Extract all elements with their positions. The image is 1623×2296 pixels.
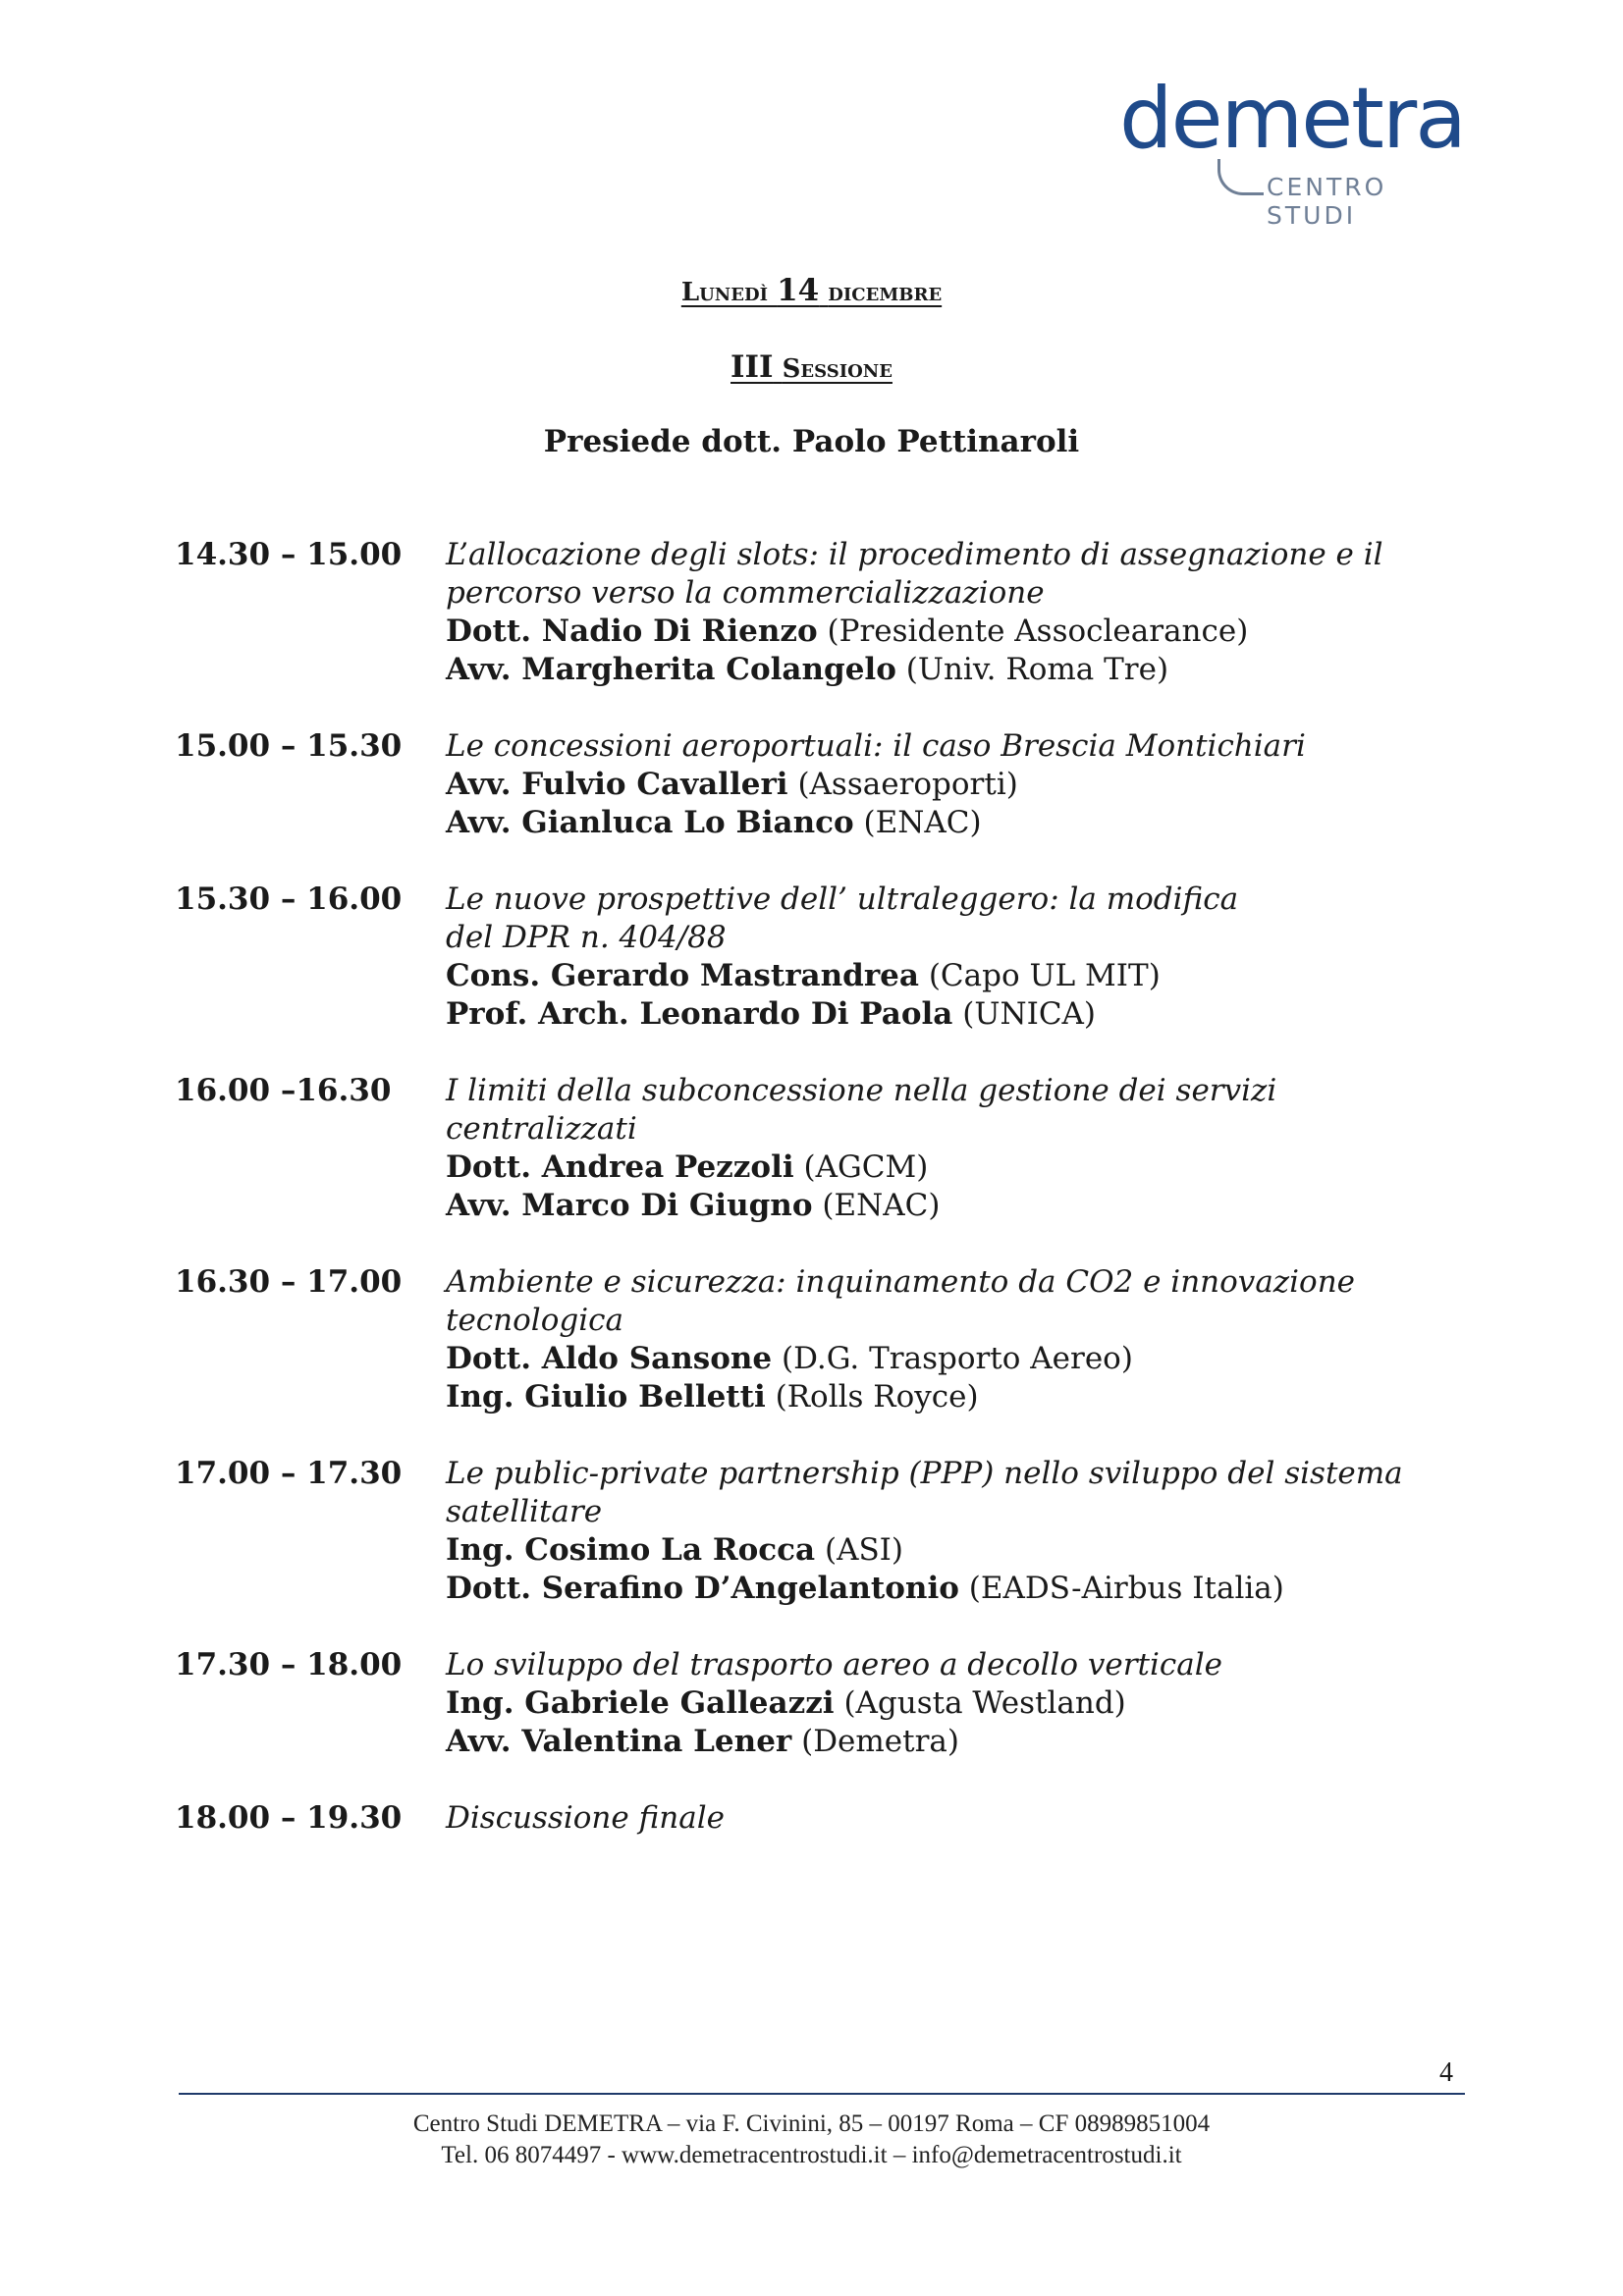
speaker-name: Dott. Nadio Di Rienzo xyxy=(446,614,818,649)
session-roman: III xyxy=(730,349,774,385)
logo-wordmark: demetra xyxy=(1119,70,1465,168)
speaker xyxy=(446,1570,1451,1608)
speaker-name: Ing. Giulio Belletti xyxy=(446,1379,766,1415)
logo-swoosh-icon xyxy=(1217,159,1264,195)
speaker xyxy=(446,1378,1451,1416)
speaker-affiliation: (EADS-Airbus Italia) xyxy=(968,1571,1284,1606)
speaker-affiliation: (Presidente Assoclearance) xyxy=(827,614,1249,649)
program-slot xyxy=(175,1072,1451,1225)
talk-title-line: Lo sviluppo del trasporto aereo a decollo verticale xyxy=(446,1647,1223,1682)
slot-details xyxy=(446,881,1451,1034)
program-slot xyxy=(175,1799,1451,1838)
program-slot xyxy=(175,1455,1451,1608)
speaker xyxy=(446,1340,1451,1378)
speaker-name: Avv. Valentina Lener xyxy=(446,1724,792,1759)
talk-title-line: centralizzati xyxy=(446,1111,637,1147)
speaker-affiliation: (ASI) xyxy=(824,1532,904,1568)
slot-time: 16.30 – 17.00 xyxy=(175,1264,403,1300)
speaker-affiliation: (Agusta Westland) xyxy=(843,1685,1126,1721)
program-list xyxy=(175,536,1451,1876)
program-slot xyxy=(175,536,1451,689)
speaker-affiliation: (Assaeroporti) xyxy=(797,767,1018,802)
slot-time: 15.00 – 15.30 xyxy=(175,728,403,764)
slot-details xyxy=(446,1646,1451,1761)
speaker-affiliation: (AGCM) xyxy=(803,1149,929,1185)
footer-address: Centro Studi DEMETRA – via F. Civinini, 85 – 00197 Roma – CF 08989851004 xyxy=(412,2110,1211,2137)
talk-title-line: I limiti della subconcessione nella gestione dei servizi xyxy=(446,1073,1277,1108)
speaker-name: Ing. Gabriele Galleazzi xyxy=(446,1685,835,1721)
footer-divider xyxy=(179,2093,1465,2095)
talk-title-line: L’allocazione degli slots: il procedimento di assegnazione e il xyxy=(446,537,1383,572)
speaker xyxy=(446,766,1451,804)
talk-title-line: Discussione finale xyxy=(446,1800,725,1836)
speaker-affiliation: (Univ. Roma Tre) xyxy=(905,652,1169,687)
speaker xyxy=(446,1187,1451,1225)
speaker xyxy=(446,613,1451,651)
talk-title-line: tecnologica xyxy=(446,1303,623,1338)
slot-time: 14.30 – 15.00 xyxy=(175,537,403,572)
slot-time: 15.30 – 16.00 xyxy=(175,881,403,917)
slot-details xyxy=(446,1455,1451,1608)
talk-title-line: Le public-private partnership (PPP) nello sviluppo del sistema xyxy=(446,1456,1403,1491)
talk-title-line: del DPR n. 404/88 xyxy=(446,920,727,955)
speaker xyxy=(446,995,1451,1034)
program-slot xyxy=(175,1263,1451,1416)
session-word: Sessione xyxy=(782,354,893,384)
footer-contacts: Tel. 06 8074497 - www.demetracentrostudi.it – info@demetracentrostudi.it xyxy=(441,2142,1182,2168)
slot-details xyxy=(446,536,1451,689)
speaker xyxy=(446,1684,1451,1723)
speaker-affiliation: (D.G. Trasporto Aereo) xyxy=(782,1341,1133,1376)
slot-time: 16.00 –16.30 xyxy=(175,1073,392,1108)
day-prefix: Lunedì xyxy=(680,278,768,307)
day-month: dicembre xyxy=(828,278,943,307)
speaker xyxy=(446,1531,1451,1570)
speaker-name: Prof. Arch. Leonardo Di Paola xyxy=(446,996,953,1032)
program-slot xyxy=(175,881,1451,1034)
speaker xyxy=(446,804,1451,842)
session-chair: Presiede dott. Paolo Pettinaroli xyxy=(543,424,1080,459)
day-number: 14 xyxy=(777,273,820,308)
speaker xyxy=(446,651,1451,689)
slot-time: 17.30 – 18.00 xyxy=(175,1647,403,1682)
speaker-affiliation: (ENAC) xyxy=(822,1188,941,1223)
slot-details xyxy=(446,727,1451,842)
speaker-name: Dott. Serafino D’Angelantonio xyxy=(446,1571,959,1606)
speaker-name: Avv. Marco Di Giugno xyxy=(446,1188,813,1223)
talk-title-line: Le concessioni aeroportuali: il caso Brescia Montichiari xyxy=(446,728,1306,764)
program-slot xyxy=(175,727,1451,842)
speaker-affiliation: (Capo UL MIT) xyxy=(928,958,1161,993)
speaker-affiliation: (Demetra) xyxy=(801,1724,959,1759)
speaker-affiliation: (UNICA) xyxy=(962,996,1097,1032)
page-number: 4 xyxy=(1439,2057,1453,2088)
talk-title-line: percorso verso la commercializzazione xyxy=(446,575,1045,611)
speaker-name: Ing. Cosimo La Rocca xyxy=(446,1532,816,1568)
speaker-name: Avv. Margherita Colangelo xyxy=(446,652,896,687)
talk-title-line: satellitare xyxy=(446,1494,603,1529)
slot-time: 18.00 – 19.30 xyxy=(175,1800,403,1836)
talk-title-line: Ambiente e sicurezza: inquinamento da CO2 e innovazione xyxy=(446,1264,1356,1300)
slot-details xyxy=(446,1072,1451,1225)
speaker-affiliation: (Rolls Royce) xyxy=(775,1379,979,1415)
speaker-name: Dott. Aldo Sansone xyxy=(446,1341,773,1376)
speaker-name: Cons. Gerardo Mastrandrea xyxy=(446,958,919,993)
session-heading xyxy=(0,349,1623,385)
day-heading xyxy=(0,273,1623,308)
slot-time: 17.00 – 17.30 xyxy=(175,1456,403,1491)
speaker-name: Avv. Gianluca Lo Bianco xyxy=(446,805,854,840)
program-slot xyxy=(175,1646,1451,1761)
speaker xyxy=(446,1723,1451,1761)
speaker-affiliation: (ENAC) xyxy=(863,805,982,840)
slot-details xyxy=(446,1263,1451,1416)
talk-title-line: Le nuove prospettive dell’ ultraleggero: la modifica xyxy=(446,881,1239,917)
speaker-name: Dott. Andrea Pezzoli xyxy=(446,1149,794,1185)
speaker xyxy=(446,957,1451,995)
demetra-logo xyxy=(1119,70,1465,230)
slot-details xyxy=(446,1799,1451,1838)
speaker-name: Avv. Fulvio Cavalleri xyxy=(446,767,788,802)
speaker xyxy=(446,1148,1451,1187)
logo-subtitle: CENTRO STUDI xyxy=(1267,173,1387,230)
